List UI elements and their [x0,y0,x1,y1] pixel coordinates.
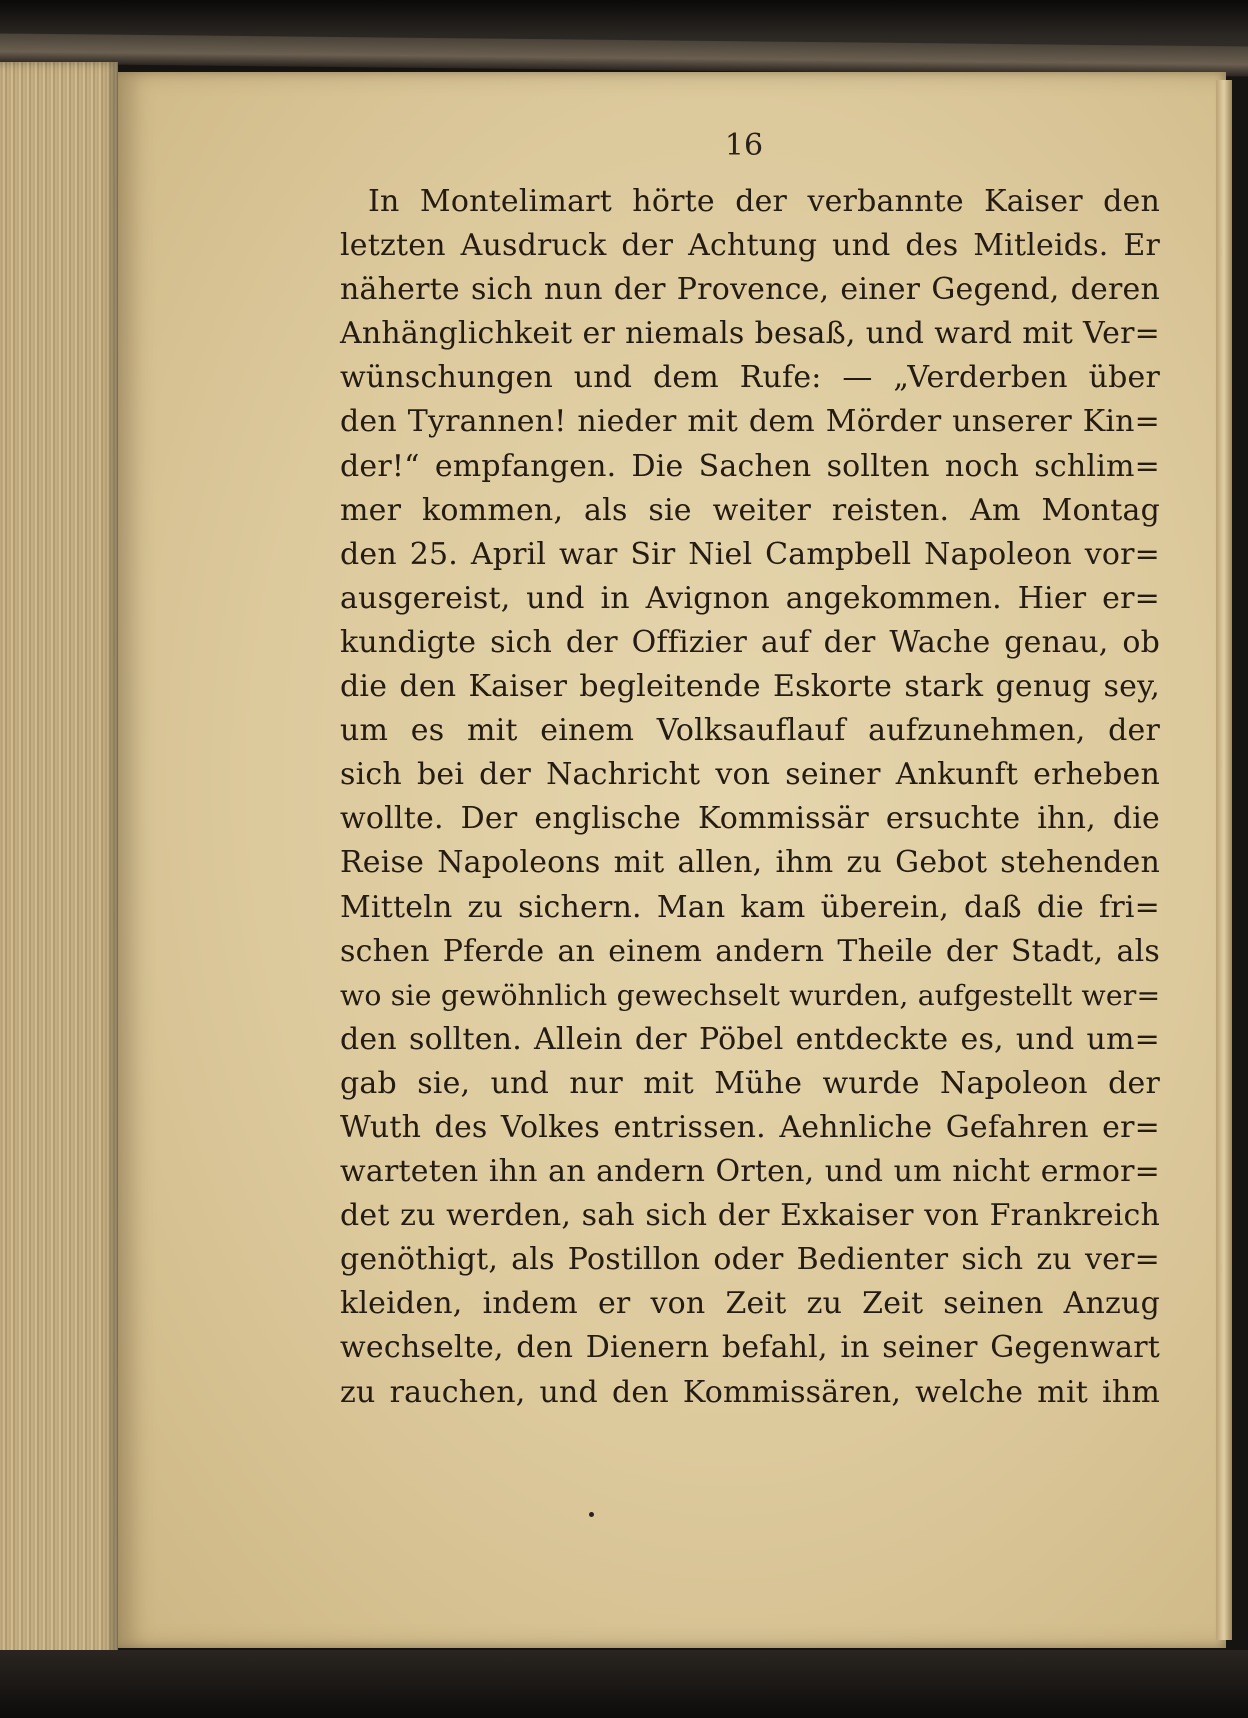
text-line: det zu werden, sah sich der Exkaiser von Frankreich [340,1198,1160,1234]
text-line: Wuth des Volkes entrissen. Aehnliche Gefahren er= [340,1109,1160,1145]
text-line: wo sie gewöhnlich gewechselt wurden, aufgestellt wer= [340,978,1161,1012]
text-line: den 25. April war Sir Niel Campbell Napoleon vor= [340,536,1160,572]
text-line: wechselte, den Dienern befahl, in seiner Gegenwart [340,1330,1160,1366]
text-line: gab sie, und nur mit Mühe wurde Napoleon der [340,1065,1160,1101]
text-line: kundigte sich der Offizier auf der Wache genau, ob [340,624,1160,660]
text-line: wollte. Der englische Kommissär ersuchte ihn, die [340,801,1160,837]
text-line: Anhänglichkeit er niemals besaß, und ward mit Ver= [340,316,1160,352]
text-line: zu rauchen, und den Kommissären, welche mit ihm [340,1374,1160,1410]
text-line: sich bei der Nachricht von seiner Ankunft erheben [340,757,1160,793]
text-line: Mitteln zu sichern. Man kam überein, daß die fri= [340,889,1160,925]
page-right-edge [1216,80,1232,1640]
text-line: der!“ empfangen. Die Sachen sollten noch schlim= [340,448,1160,484]
text-line: die den Kaiser begleitende Eskorte stark genug sey, [340,669,1160,705]
text-line: den Tyrannen! nieder mit dem Mörder unserer Kin= [340,404,1160,440]
text-line: um es mit einem Volksauflauf aufzunehmen, der [340,713,1160,749]
text-line: mer kommen, als sie weiter reisten. Am Montag [340,492,1160,528]
text-line: wünschungen und dem Rufe: — „Verderben über [340,360,1160,396]
text-line: letzten Ausdruck der Achtung und des Mitleids. Er [340,228,1160,264]
ink-dot [589,1512,594,1517]
text-line: genöthigt, als Postillon oder Bedienter sich zu ver= [340,1242,1160,1278]
text-line: schen Pferde an einem andern Theile der Stadt, als [340,933,1160,969]
text-line: Reise Napoleons mit allen, ihm zu Gebot stehenden [340,845,1160,881]
page-number: 16 [724,128,764,163]
bottom-shadow [0,1650,1248,1718]
page-stack-edges [0,62,118,1662]
text-line: warteten ihn an andern Orten, und um nicht ermor= [340,1154,1160,1190]
body-text [340,180,1160,1415]
text-line: den sollten. Allein der Pöbel entdeckte es, und um= [340,1021,1160,1057]
text-line: kleiden, indem er von Zeit zu Zeit seinen Anzug [340,1286,1160,1322]
text-line: näherte sich nun der Provence, einer Gegend, deren [340,272,1160,308]
text-line: In Montelimart hörte der verbannte Kaiser den [368,184,1160,219]
text-line: ausgereist, und in Avignon angekommen. Hier er= [340,580,1160,616]
